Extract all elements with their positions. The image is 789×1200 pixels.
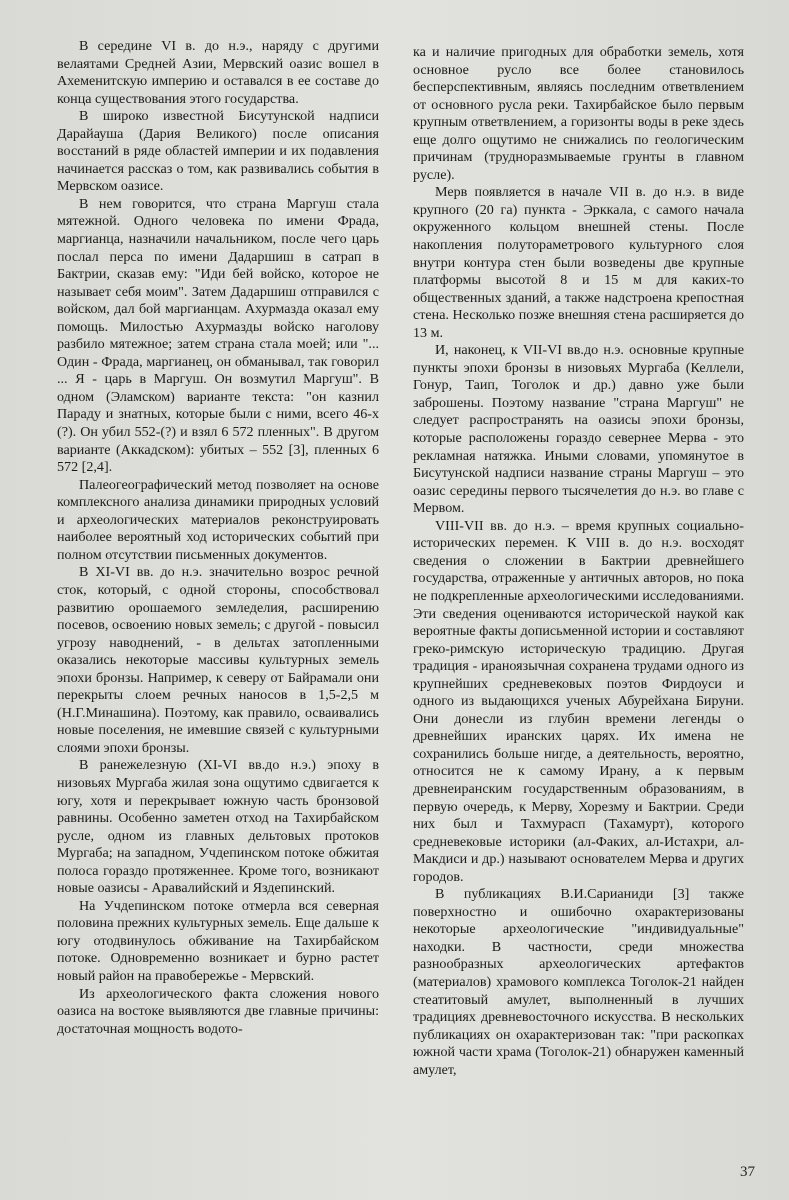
- paragraph: Мерв появляется в начале VII в. до н.э. в виде крупного (20 га) пункта - Эрккала, с самого начала окруженного кольцом внешней стены. После накопления полутораметрового культурного слоя внутри контура стен были возведены две крупные платформы высотой 8 и 15 м для каких-то общественных зданий, а также надстроена крепостная стена. Несколько позже внешняя стена расширяется до 13 м.: [413, 184, 744, 341]
- paragraph: ка и наличие пригодных для обработки земель, хотя основное русло все более становилось бесперспективным, являясь последним ответвлением от основного русла реки. Тахирбайское было первым крупным ответвлением, а горизонты воды в реке здесь еще долго ощутимо не снижались по геологическим причинам (трудноразмываемые грунты в главном русле).: [413, 44, 744, 183]
- paragraph: В нем говорится, что страна Маргуш стала мятежной. Одного человека по имени Фрада, маргианца, назначили начальником, после чего царь послал перса по имени Дадаршиш в сатрап в Бактрии, сказав ему: "Иди бей войско, которое не называет себя моим". Затем Дадаршиш отправился с войском, дал бой маргианцам. Ахурмазда оказал ему помощь. Милостью Ахурмазды войско наголову разбило мятежное; затем страна стала моей; или "... Один - Фрада, маргианец, он обманывал, так говорил ... Я - царь в Маргуш. Он возмутил Маргуш". В одном (Эламском) варианте текста: "он казнил Параду и знатных, которые были с ними, всего 46-х (?). Он убил 552-(?) и взял 6 572 пленных". В другом варианте (Аккадском): убитых – 552 [3], пленных 6 572 [2,4].: [57, 195, 379, 476]
- paragraph: В публикациях В.И.Сарианиди [3] также поверхностно и ошибочно охарактеризованы некоторые археологические "индивидуальные" находки. В частности, среди множества разнообразных археологических артефактов (материалов) храмового комплекса Тоголок-21 найден стеатитовый амулет, выполненный в лучших традициях древневосточного искусства. В нескольких публикациях он охарактеризован так: "при раскопках южной части храма (Тоголок-21) обнаружен каменный амулет,: [413, 886, 744, 1078]
- paragraph: В середине VI в. до н.э., наряду с другими велаятами Средней Азии, Мервский оазис вошел в Ахеменитскую империю и оставался в ее составе до конца существования этого государства.: [57, 38, 379, 107]
- paragraph: VIII-VII вв. до н.э. – время крупных социально-исторических перемен. К VIII в. до н.э. восходят сведения о сложении в Бактрии древнейшего государства, отраженные у античных авторов, но пока не подкрепленные археологическими исследованиями. Эти сведения оцениваются исторической наукой как вероятные факты дописьменной истории и составляют греко-римскую историческую традицию. Другая традиция - ираноязычная сохранена трудами одного из крупнейших средневековых поэтов Фирдоуси и одного из выдающихся ученых Абурейхана Бируни. Они донесли из глубин времени легенды о древнейших иранских царях. Их имена не сохранились больше нигде, а деятельность, вероятно, относится не к самому Ирану, а к первым древнеиранским государственным образованиям, в первую очередь, к Мерву, Хорезму и Бактрии. Среди них был и Тахмурасп (Тахамурт), которого средневековые историки (ал-Факих, ал-Истахри, ал-Макдиси и др.) называют основателем Мерва и других городов.: [413, 517, 744, 885]
- paragraph: В широко известной Бисутунской надписи Дарайауша (Дария Великого) после описания восстаний в ряде областей империи и их подавления начинается рассказ о том, как развивались события в Мервском оазисе.: [57, 108, 379, 195]
- paragraph: Палеогеографический метод позволяет на основе комплексного анализа динамики природных условий и археологических материалов реконструировать наиболее вероятный ход исторических событий при полном отсутствии письменных документов.: [57, 476, 379, 563]
- page-number: 37: [740, 1164, 755, 1180]
- paragraph: На Учдепинском потоке отмерла вся северная половина прежних культурных земель. Еще дальше к югу отодвинулось обживание на Тахирбайском потоке. Одновременно возникает и бурно растет новый район на правобережье - Мервский.: [57, 897, 379, 984]
- left-text-column: [57, 38, 379, 1038]
- paragraph: В XI-VI вв. до н.э. значительно возрос речной сток, который, с одной стороны, способствовал развитию орошаемого земледелия, расширению посевов, освоению новых земель; с другой - повысил угрозу наводнений, - в дельтах затопленными оказались некоторые массивы культурных земель эпохи бронзы. Например, к северу от Байрамали они перекрыты слоем речных наносов в 1,5-2,5 м (Н.Г.Минашина). Поэтому, как правило, осваивались новые поселения, не имевшие связей с культурными слоями эпохи бронзы.: [57, 564, 379, 756]
- paragraph: И, наконец, к VII-VI вв.до н.э. основные крупные пункты эпохи бронзы в низовьях Мургаба (Келлели, Гонур, Таип, Тоголок и др.) давно уже были заброшены. Поэтому название "страна Маргуш" не следует распространять на оазисы эпохи бронзы, которые расположены гораздо севернее Мерва - это рекламная натяжка. Иными словами, упомянутое в Бисутунской надписи название страны Маргуш – это оазис середины первого тысячелетия до н.э. во главе с Мервом.: [413, 342, 744, 517]
- right-text-column: [413, 44, 744, 1079]
- paragraph: В ранежелезную (XI-VI вв.до н.э.) эпоху в низовьях Мургаба жилая зона ощутимо сдвигается к югу, хотя и перекрывает южную часть бронзовой равнины. Особенно заметен отход на Тахирбайском русле, одном из главных дельтовых протоков Мургаба; на западном, Учдепинском потоке обжитая полоса гораздо протяженнее. Кроме того, возникают новые оазисы - Аравалийский и Яздепинский.: [57, 757, 379, 897]
- paragraph: Из археологического факта сложения нового оазиса на востоке выявляются две главные причины: достаточная мощность водото-: [57, 985, 379, 1037]
